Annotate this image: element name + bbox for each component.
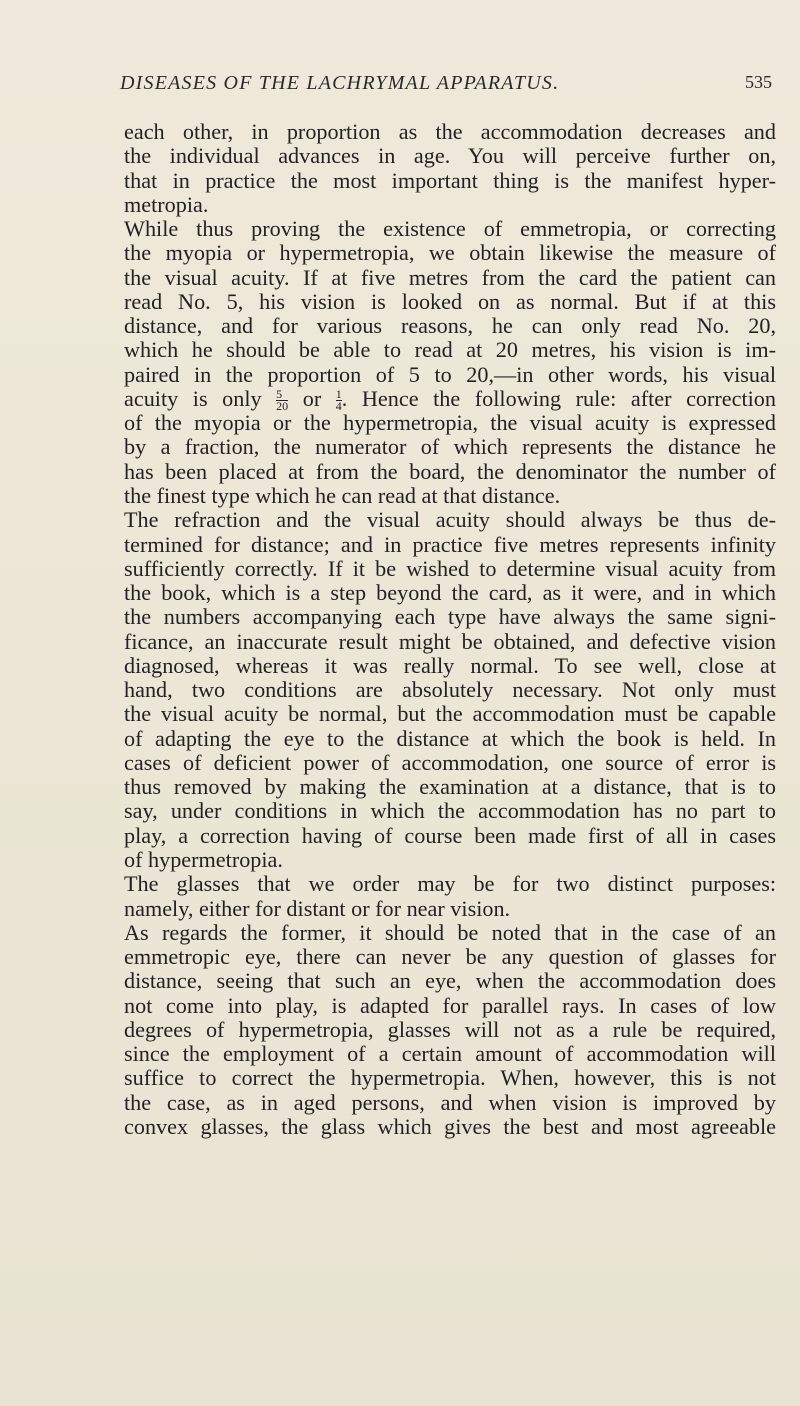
text-line: paired in the proportion of 5 to 20,—in other words, his visual xyxy=(124,361,776,387)
text-line: each other, in proportion as the accommodation decreases and xyxy=(124,119,776,144)
text-line: not come into play, is adapted for parallel rays. In cases of low xyxy=(124,992,776,1018)
text-line: The glasses that we order may be for two distinct purposes: xyxy=(124,871,776,897)
fraction-line-before: acuity is only xyxy=(124,385,277,411)
text-line: of the myopia or the hypermetropia, the visual acuity is expressed xyxy=(124,410,776,436)
text-line: hand, two conditions are absolutely necessary. Not only must xyxy=(124,677,776,703)
text-line: the myopia or hypermetropia, we obtain likewise the measure of xyxy=(124,240,776,266)
text-line: ficance, an inaccurate result might be obtained, and defective vision xyxy=(124,628,776,654)
text-line: the visual acuity. If at five metres from the card the patient can xyxy=(124,264,776,290)
text-line: namely, either for distant or for near vision. xyxy=(124,895,511,921)
page-number: 535 xyxy=(745,72,772,92)
text-line: As regards the former, it should be noted that in the case of an xyxy=(124,919,776,945)
fraction-denominator: 20 xyxy=(276,399,289,414)
text-line: the finest type which he can read at that distance. xyxy=(124,482,561,508)
text-line: the book, which is a step beyond the card, as it were, and in which xyxy=(124,580,776,606)
text-line: read No. 5, his vision is looked on as normal. But if at this xyxy=(124,288,776,314)
text-line: metropia. xyxy=(124,191,209,217)
text-line: convex glasses, the glass which gives the best and most agreeable xyxy=(124,1113,776,1139)
text-line: that in practice the most important thing is the manifest hyper- xyxy=(124,167,776,193)
text-line: the individual advances in age. You will perceive further on, xyxy=(124,143,776,169)
text-line: sufficiently correctly. If it be wished to determine visual acuity from xyxy=(124,555,776,581)
text-line: the numbers accompanying each type have always the same signi- xyxy=(124,604,776,630)
fraction-numerator: 5 xyxy=(276,389,288,401)
text-line: emmetropic eye, there can never be any question of glasses for xyxy=(124,944,776,970)
text-line: the visual acuity be normal, but the accommodation must be capable xyxy=(124,701,776,727)
text-line: of hypermetropia. xyxy=(124,846,283,872)
text-line: suffice to correct the hypermetropia. When, however, this is not xyxy=(124,1065,776,1091)
text-line: play, a correction having of course been made first of all in cases xyxy=(124,822,776,848)
text-line: by a fraction, the numerator of which represents the distance he xyxy=(124,434,776,460)
text-line: distance, and for various reasons, he can only read No. 20, xyxy=(124,313,776,339)
fraction-line-middle: or xyxy=(288,385,336,411)
running-head xyxy=(120,72,772,102)
text-line: distance, seeing that such an eye, when the accommodation does xyxy=(124,968,776,994)
text-line-fraction xyxy=(124,385,776,414)
fraction-five-twentieths xyxy=(276,389,288,412)
text-line: the case, as in aged persons, and when vision is improved by xyxy=(124,1089,776,1115)
fraction-denominator: 4 xyxy=(335,399,342,414)
text-line: termined for distance; and in practice five metres represents infinity xyxy=(124,531,776,557)
fraction-line-after: . Hence the following rule: after correction xyxy=(341,385,776,411)
text-line: diagnosed, whereas it was really normal. To see well, close at xyxy=(124,652,776,678)
text-line: cases of deficient power of accommodation, one source of error is xyxy=(124,749,776,775)
text-line: which he should be able to read at 20 metres, his vision is im- xyxy=(124,337,776,363)
text-line: While thus proving the existence of emmetropia, or correcting xyxy=(124,216,776,242)
text-line: The refraction and the visual acuity should always be thus de- xyxy=(124,507,776,533)
fraction-numerator: 1 xyxy=(335,387,342,402)
text-line: since the employment of a certain amount of accommodation will xyxy=(124,1041,776,1067)
text-line: has been placed at from the board, the denominator the number of xyxy=(124,458,776,484)
text-line: say, under conditions in which the accommodation has no part to xyxy=(124,798,776,824)
body-text xyxy=(124,120,776,1139)
text-line: of adapting the eye to the distance at which the book is held. In xyxy=(124,725,776,751)
text-line: thus removed by making the examination at a distance, that is to xyxy=(124,774,776,800)
running-title: DISEASES OF THE LACHRYMAL APPARATUS. xyxy=(120,72,560,94)
text-line: degrees of hypermetropia, glasses will not as a rule be required, xyxy=(124,1016,776,1042)
